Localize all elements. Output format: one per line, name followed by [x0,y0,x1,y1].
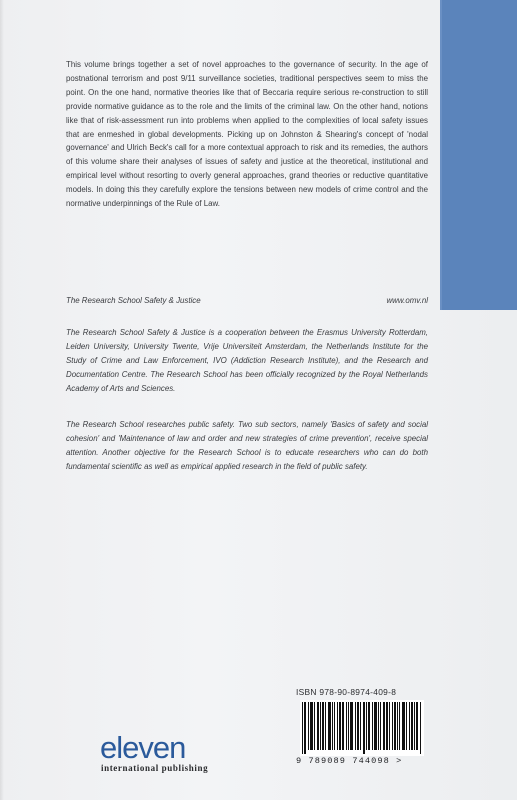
barcode-bar [358,702,359,750]
barcode-bar [399,702,400,750]
barcode-bar [355,702,356,750]
barcode [300,700,424,756]
barcode-bar [420,702,421,754]
barcode-bar [305,702,306,754]
spine-shadow [0,0,4,800]
research-school-name: The Research School Safety & Justice [66,296,201,305]
barcode-bar [368,702,369,750]
barcode-bar [339,702,340,750]
barcode-bar [318,702,319,750]
barcode-bar [372,702,373,750]
barcode-bar [403,702,404,750]
barcode-bar [386,702,387,750]
publisher-logo [100,730,220,777]
barcode-bar [322,702,323,750]
barcode-bar [395,702,396,750]
school-research-description: The Research School researches public safety. Two sub sectors, namely 'Basics of safety and social cohesion' and 'Maintenance of law and order and new strategies of crime prevention', receive special attention. Another objective for the Research School is to educate researchers who can do both fundamental scientific as well as empirical applied research in the field of public safety. [66,420,428,471]
barcode-bar [416,702,417,750]
barcode-bar [364,702,365,754]
barcode-bar [351,702,352,750]
barcode-bar [389,702,390,750]
barcode-bar [342,702,343,750]
blurb-text: This volume brings together a set of novel approaches to the governance of security. In the age of postnational terrorism and post 9/11 surveillance societies, traditional perspectives seem to miss the point. On the one hand, normative theories like that of Beccaria require serious re-construction to still provide normative guidance as to the role and the limits of the criminal law. On the other hand, notions like that of risk-assessment run into problems when applied to the complexities of local safety issues that are enmeshed in global developments. Picking up on Johnston & Shearing's concept of 'nodal governance' and Ulrich Beck's call for a more contextual approach to risk and its remedies, the authors of this volume share their analyses of issues of safety and justice at the theoretical, institutional and empirical level without resorting to overly general approaches, grand theories or reductive quantitative models. In doing this they carefully explore the tensions between new models of crime control and the normative underpinnings of the Rule of Law. [66,60,428,209]
barcode-bar [397,702,398,750]
barcode-bar [312,702,313,750]
barcode-bar [325,702,326,750]
barcode-bar [383,702,384,750]
barcode-bar [330,702,331,750]
barcode-bar [343,702,344,750]
isbn-label: ISBN 978-90-8974-409-8 [296,687,397,697]
barcode-bar [329,702,330,750]
barcode-bar [378,702,379,750]
barcode-bar [411,702,412,750]
barcode-graphic [300,700,424,756]
barcode-bar [360,702,361,750]
barcode-bar [406,702,407,750]
barcode-bar [332,702,333,750]
barcode-bar [384,702,385,750]
barcode-bar [402,702,403,750]
barcode-bar [311,702,312,750]
barcode-bar [304,702,305,754]
barcode-bar [348,702,349,750]
barcode-bar [308,702,309,750]
barcode-digits: 9 789089 744098 > [296,756,403,766]
barcode-bar [366,702,367,750]
barcode-bar [404,702,405,750]
barcode-bar [394,702,395,750]
barcode-bar [392,702,393,750]
barcode-bar [337,702,338,750]
barcode-bar [357,702,358,750]
barcode-bar [409,702,410,750]
publisher-logo-word: eleven [100,730,186,765]
barcode-bar [323,702,324,750]
barcode-bar [350,702,351,750]
barcode-bar [380,702,381,750]
barcode-bar [387,702,388,750]
barcode-bar [310,702,311,750]
barcode-bar [317,702,318,750]
barcode-bar [412,702,413,750]
blue-band [440,0,517,310]
barcode-bar [346,702,347,750]
barcode-bar [414,702,415,750]
barcode-bar [375,702,376,750]
barcode-bar [328,702,329,750]
barcode-bar [376,702,377,750]
research-school-row [66,296,428,305]
barcode-bar [302,702,303,754]
barcode-bar [352,702,353,750]
barcode-bar [314,702,315,750]
barcode-bar [417,702,418,750]
barcode-bar [363,702,364,754]
barcode-bar [374,702,375,750]
research-school-url[interactable]: www.omv.nl [386,296,428,305]
school-description: The Research School Safety & Justice is a cooperation between the Erasmus University Rotterdam, Leiden University, University Twente, Vrije Universiteit Amsterdam, the Netherlands Institute for the Study of Crime and Law Enforcement, IVO (Addiction Research Institute), and the Research and Documentation Centre. The Research School has been officially recognized by the Royal Netherlands Academy of Arts and Sciences. [66,328,428,393]
barcode-bar [334,702,335,750]
barcode-bar [369,702,370,750]
barcode-bar [340,702,341,750]
barcode-bar [320,702,321,750]
publisher-tagline: international publishing [101,763,209,773]
